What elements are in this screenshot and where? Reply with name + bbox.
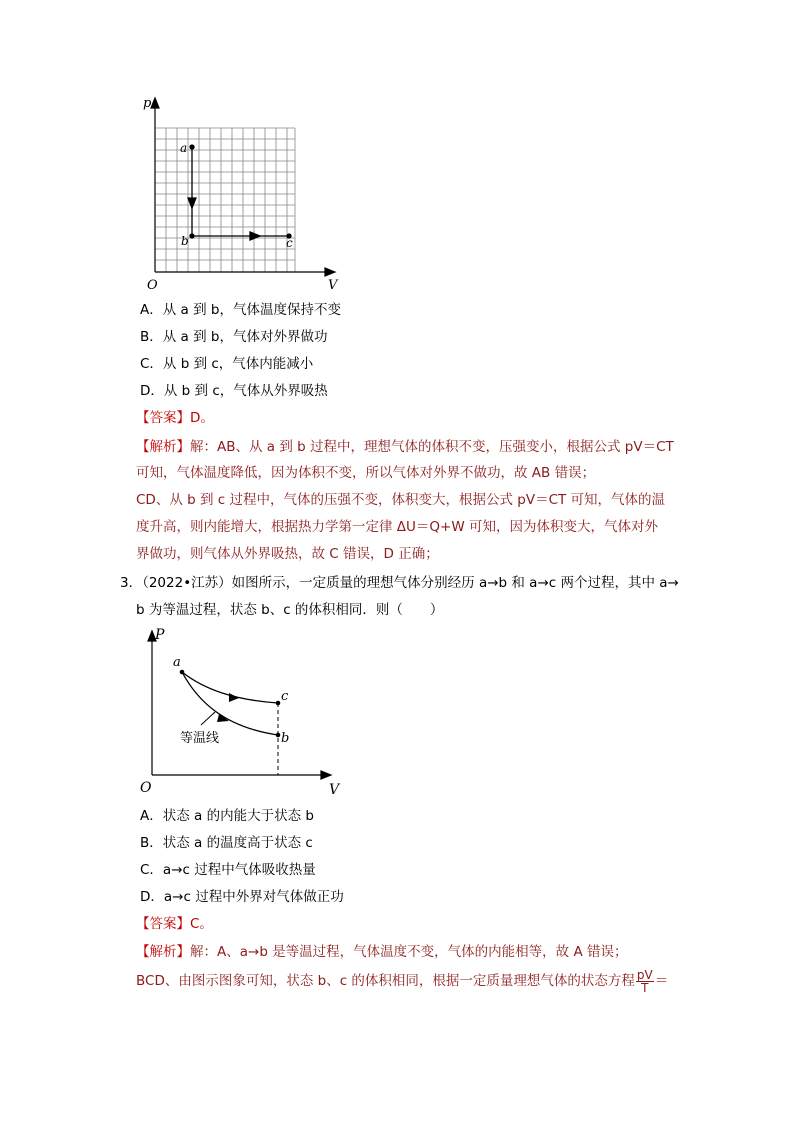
q3-answer: [136, 914, 213, 934]
pv-grid-figure: [135, 92, 345, 292]
point-a-label: a: [173, 655, 181, 670]
answer-text: C。: [190, 916, 213, 932]
arrow-a-to-b: [217, 714, 229, 722]
curves: [182, 672, 278, 735]
process-path: [188, 145, 291, 240]
q2-option-a: A．从 a 到 b，气体温度保持不变: [140, 302, 341, 318]
q3-stem-line-1: 3．（2022•江苏）如图所示，一定质量的理想气体分别经历 a→b 和 a→c 两个过程，其中 a→: [120, 575, 679, 591]
fraction-denominator: T: [641, 980, 649, 995]
explanation-tag: 【解析】: [136, 439, 190, 455]
q2-explanation-line-4: 度升高，则内能增大，根据热力学第一定律 ΔU＝Q+W 可知，因为体积变大，气体对外: [136, 519, 658, 535]
point-c-label: c: [286, 236, 293, 250]
origin-label: O: [147, 278, 158, 292]
p-axis-label: p: [143, 96, 152, 111]
origin-label: O: [140, 780, 152, 796]
arrow-a-to-c: [229, 693, 239, 702]
fraction-pv-over-t: [636, 969, 654, 994]
q3-option-c: C．a→c 过程中气体吸收热量: [140, 862, 316, 878]
q2-explanation-line-3: CD、从 b 到 c 过程中，气体的压强不变，体积变大，根据公式 pV＝CT 可知，气体的温: [136, 492, 666, 508]
q3-option-a: A．状态 a 的内能大于状态 b: [140, 808, 314, 824]
q2-explanation-line-1: [136, 437, 674, 457]
explanation-text: 解：A、a→b 是等温过程，气体温度不变，气体的内能相等，故 A 错误；: [190, 944, 628, 960]
q2-explanation-line-2: 可知，气体温度降低，因为体积不变，所以气体对外界不做功，故 AB 错误；: [136, 465, 596, 481]
q2-answer: [136, 408, 214, 428]
point-a-label: a: [180, 141, 188, 155]
explanation-tag: 【解析】: [136, 944, 190, 960]
fraction-numerator: pV: [636, 967, 653, 982]
answer-tag: 【答案】: [136, 916, 190, 932]
point-b-label: b: [281, 731, 290, 746]
p-axis-label: P: [155, 627, 165, 643]
v-axis-label: V: [329, 782, 340, 798]
point-c-label: c: [281, 689, 289, 704]
isotherm-label: 等温线: [180, 731, 220, 746]
q2-option-b: B．从 a 到 b，气体对外界做功: [140, 329, 328, 345]
point-b-label: b: [181, 234, 189, 248]
v-axis-label: V: [328, 278, 338, 292]
q3-option-d: D．a→c 过程中外界对气体做正功: [140, 889, 344, 905]
q2-option-d: D．从 b 到 c，气体从外界吸热: [140, 383, 328, 399]
answer-text: D。: [190, 410, 214, 426]
q3-stem-line-2: b 为等温过程，状态 b、c 的体积相同．则（ ）: [136, 602, 444, 618]
answer-tag: 【答案】: [136, 410, 190, 426]
axes: [148, 631, 331, 779]
q3-explanation-line-1: [136, 942, 628, 962]
explanation-text: BCD、由图示图象可知，状态 b、c 的体积相同，根据一定质量理想气体的状态方程: [136, 973, 635, 989]
explanation-text: 解：AB、从 a 到 b 过程中，理想气体的体积不变，压强变小，根据公式 pV＝CT: [190, 439, 674, 455]
q3-explanation-line-2: [136, 968, 668, 994]
q2-explanation-line-5: 界做功，则气体从外界吸热，故 C 错误，D 正确；: [136, 546, 439, 562]
equals-sign: ＝: [654, 973, 669, 989]
isotherm-pointer: [201, 712, 215, 725]
isotherm-figure: [135, 622, 350, 802]
q3-option-b: B．状态 a 的温度高于状态 c: [140, 835, 313, 851]
q2-option-c: C．从 b 到 c，气体内能减小: [140, 356, 314, 372]
grid-lines: [155, 128, 295, 272]
